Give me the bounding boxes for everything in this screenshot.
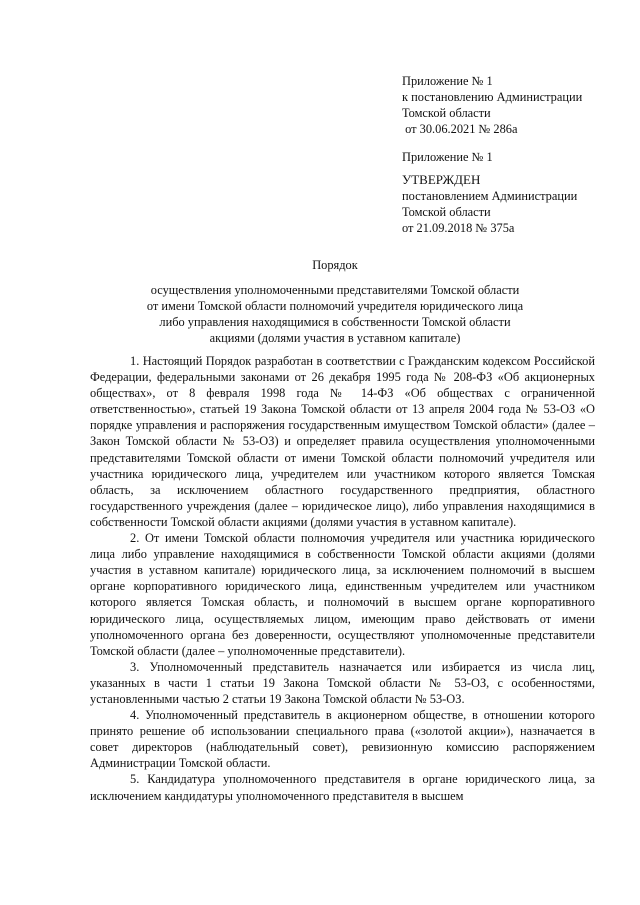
approval-line: постановлением Администрации: [402, 189, 578, 203]
appendix-1-line: Приложение № 1: [402, 74, 493, 88]
approval-stamp: УТВЕРЖДЕН: [402, 172, 481, 187]
paragraph-1: 1. Настоящий Порядок разработан в соответствии с Гражданским кодексом Российской Федерации, федеральными законами от 26 декабря 1995 года № 208-ФЗ «Об акционерных обществах», от 8 февраля 1998 года № 14-ФЗ «Об обществах с ограниченной ответственностью», статьей 19 Закона Томской области от 13 апреля 2004 года № 53-ОЗ «О порядке управления и распоряжения государственным имуществом Томской области» (далее – Закон Томской области № 53-ОЗ) и определяет правила осуществления уполномоченными представителями Томской области от имени Томской области полномочий учредителя или участника юридического лица, учредителем или участником которого является Томская область, за исключением областного государственного предприятия, областного государственного учреждения (далее – юридическое лицо), либо управления находящимися в собственности Томской области акциями (долями участия в уставном капитале).: [90, 354, 595, 529]
title-line: Порядок: [312, 258, 358, 272]
paragraph-2: 2. От имени Томской области полномочия учредителя или участника юридического лица либо управление находящимися в собственности Томской области акциями (долями участия в уставном капитале) юридического лица, за исключением полномочий в высшем органе корпоративного юридического лица, единственным учредителем или участником которого является Томская область, и полномочий в высшем органе корпоративного юридического лица, осуществляемых лицом, имеющим право действовать от имени уполномоченного органа без доверенности, осуществляют уполномоченные представители Томской области (далее – уполномоченные представители).: [90, 531, 595, 658]
appendix-1-line: Томской области: [402, 106, 491, 120]
paragraph-5: 5. Кандидатура уполномоченного представителя в органе юридического лица, за исключением кандидатуры уполномоченного представителя в высшем: [90, 772, 595, 803]
appendix-1-line: от 30.06.2021 № 286а: [402, 122, 518, 136]
title-line: либо управления находящимися в собственности Томской области: [159, 315, 511, 329]
approval-line: Томской области: [402, 205, 491, 219]
appendix-2-label: Приложение № 1: [402, 150, 493, 164]
paragraph-3: 3. Уполномоченный представитель назначается или избирается из числа лиц, указанных в части 1 статьи 19 Закона Томской области № 53-ОЗ, с особенностями, установленными частью 2 статьи 19 Закона Томской области № 53-ОЗ.: [90, 659, 595, 706]
paragraph-4: 4. Уполномоченный представитель в акционерном обществе, в отношении которого принято решение об использовании специального права («золотой акции»), назначается в совет директоров (наблюдательный совет), ревизионную комиссию распоряжением Администрации Томской области.: [90, 708, 595, 771]
appendix-2-header: [402, 149, 493, 165]
approval-block: [402, 172, 577, 236]
document-title: [100, 257, 570, 346]
title-line: акциями (долями участия в уставном капитале): [209, 331, 461, 345]
appendix-1-line: к постановлению Администрации: [402, 90, 583, 104]
approval-line: от 21.09.2018 № 375а: [402, 221, 515, 235]
title-line: осуществления уполномоченными представителями Томской области: [150, 283, 520, 297]
document-body: [90, 353, 595, 804]
appendix-1-header: [402, 73, 582, 137]
title-line: от имени Томской области полномочий учредителя юридического лица: [146, 299, 524, 313]
